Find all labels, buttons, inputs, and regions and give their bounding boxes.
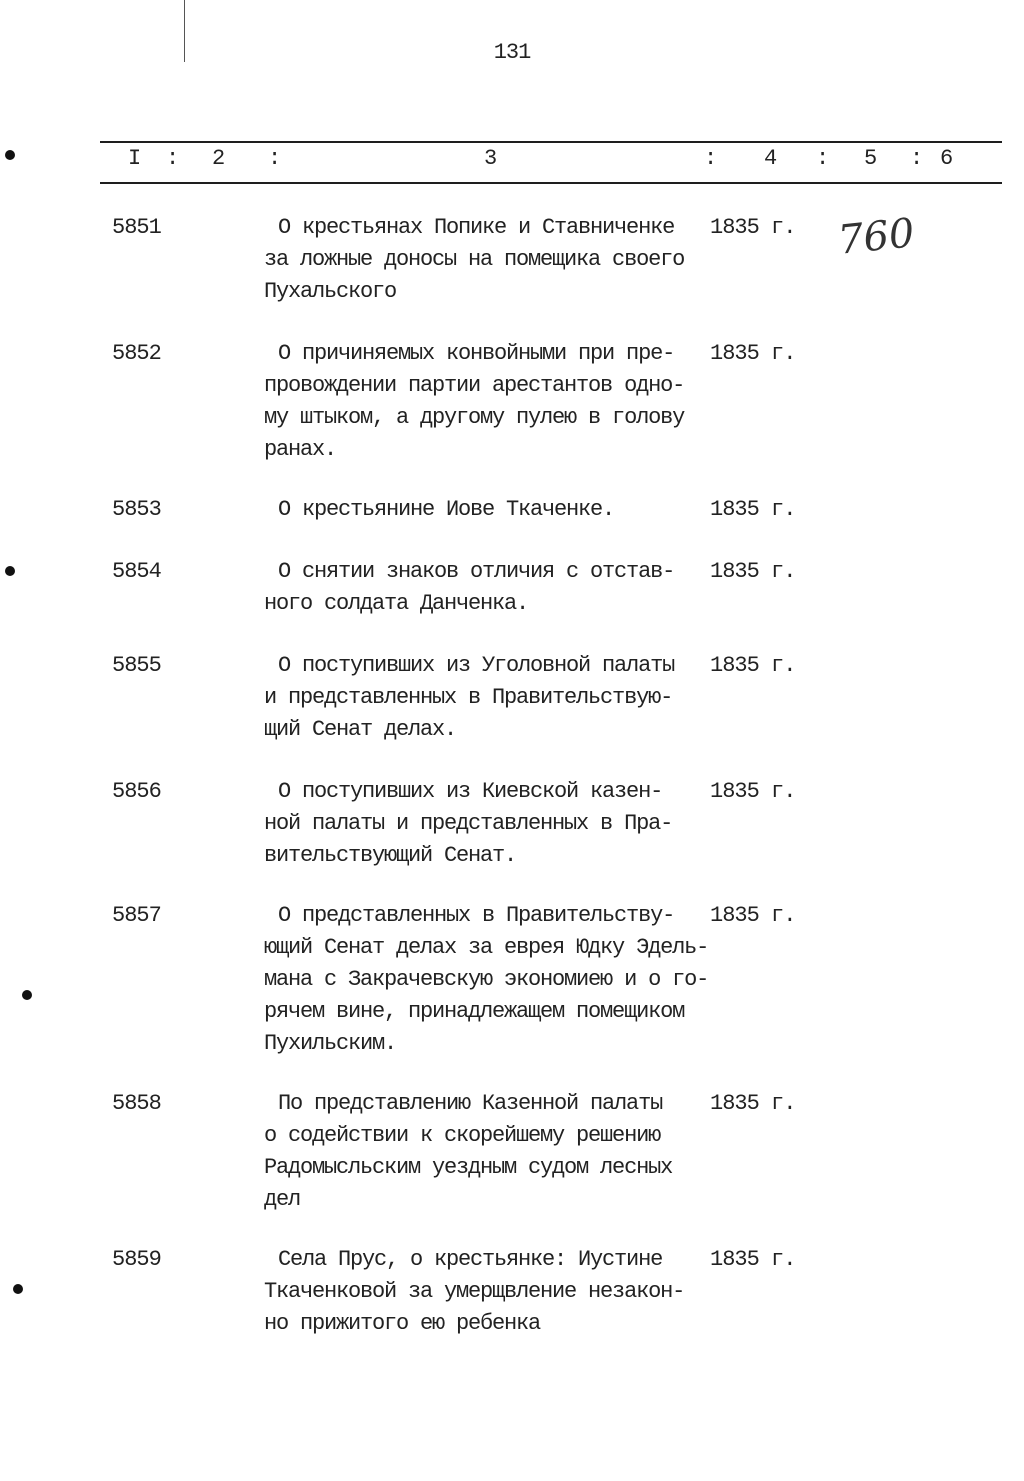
description-line: му штыком, а другому пулею в голову — [264, 405, 685, 430]
description-line: ющий Сенат делах за еврея Юдку Эдель- — [264, 935, 709, 960]
description-line: мана с Закрачевскую экономиею и о го- — [264, 967, 709, 992]
description-line: Пухильским. — [264, 1031, 397, 1056]
case-number: 5852 — [112, 341, 161, 366]
header-col-4: 4 — [764, 146, 778, 171]
description-line: По представлению Казенной палаты — [278, 1091, 663, 1116]
description-line: ной палаты и представленных в Пра- — [264, 811, 673, 836]
description-line: О поступивших из Уголовной палаты — [278, 653, 675, 678]
case-number: 5859 — [112, 1247, 161, 1272]
header-separator: : — [704, 146, 718, 171]
case-description — [264, 900, 714, 1060]
header-separator: : — [910, 146, 924, 171]
binder-hole-dot — [13, 1284, 23, 1294]
description-line: провождении партии арестантов одно- — [264, 373, 685, 398]
binder-hole-dot — [5, 150, 15, 160]
description-line: вительствующий Сенат. — [264, 843, 517, 868]
case-description — [264, 556, 714, 620]
description-line: Радомысльским уездным судом лесных — [264, 1155, 673, 1180]
header-separator: : — [268, 146, 282, 171]
case-year: 1835 г. — [710, 559, 796, 584]
description-line: щий Сенат делах. — [264, 717, 457, 742]
case-number: 5857 — [112, 903, 161, 928]
description-line: О крестьянине Иове Ткаченке. — [278, 497, 615, 522]
case-number: 5853 — [112, 497, 161, 522]
description-line: Ткаченковой за умерщвление незакон- — [264, 1279, 685, 1304]
header-col-1: I — [128, 146, 142, 171]
case-description — [264, 338, 714, 466]
case-description — [264, 212, 714, 308]
description-line: ного солдата Данченка. — [264, 591, 529, 616]
case-year: 1835 г. — [710, 1091, 796, 1116]
description-line: за ложные доносы на помещика своего — [264, 247, 685, 272]
case-year: 1835 г. — [710, 341, 796, 366]
binder-hole-dot — [5, 566, 15, 576]
description-line: Пухальского — [264, 279, 397, 304]
description-line: О представленных в Правительству- — [278, 903, 675, 928]
description-line: и представленных в Правительствую- — [264, 685, 673, 710]
binder-hole-dot — [22, 990, 32, 1000]
case-number: 5855 — [112, 653, 161, 678]
header-col-6: 6 — [940, 146, 954, 171]
column-header-row — [100, 146, 1002, 176]
case-description — [264, 776, 714, 872]
header-separator: : — [166, 146, 180, 171]
case-year: 1835 г. — [710, 903, 796, 928]
description-line: О крестьянах Попике и Ставниченке — [278, 215, 675, 240]
description-line: рячем вине, принадлежащем помещиком — [264, 999, 685, 1024]
header-top-rule — [100, 141, 1002, 143]
description-line: О снятии знаков отличия с отстав- — [278, 559, 675, 584]
case-number: 5854 — [112, 559, 161, 584]
description-line: О поступивших из Киевской казен- — [278, 779, 663, 804]
description-line: дел — [264, 1187, 301, 1212]
case-description — [264, 1088, 714, 1216]
header-col-5: 5 — [864, 146, 878, 171]
description-line: о содействии к скорейшему решению — [264, 1123, 661, 1148]
header-separator: : — [816, 146, 830, 171]
description-line: О причиняемых конвойными при пре- — [278, 341, 675, 366]
page-number: 131 — [493, 40, 531, 65]
header-col-3: 3 — [484, 146, 498, 171]
header-col-2: 2 — [212, 146, 226, 171]
case-description — [264, 650, 714, 746]
case-description — [264, 494, 714, 526]
case-year: 1835 г. — [710, 779, 796, 804]
description-line: Села Прус, о крестьянке: Иустине — [278, 1247, 663, 1272]
header-bottom-rule — [100, 182, 1002, 184]
case-number: 5856 — [112, 779, 161, 804]
case-number: 5858 — [112, 1091, 161, 1116]
case-year: 1835 г. — [710, 653, 796, 678]
case-year: 1835 г. — [710, 215, 796, 240]
handwritten-annotation: 760 — [835, 210, 917, 264]
case-description — [264, 1244, 714, 1340]
case-year: 1835 г. — [710, 497, 796, 522]
description-line: ранах. — [264, 437, 337, 462]
case-number: 5851 — [112, 215, 161, 240]
description-line: но прижитого ею ребенка — [264, 1311, 541, 1336]
case-year: 1835 г. — [710, 1247, 796, 1272]
